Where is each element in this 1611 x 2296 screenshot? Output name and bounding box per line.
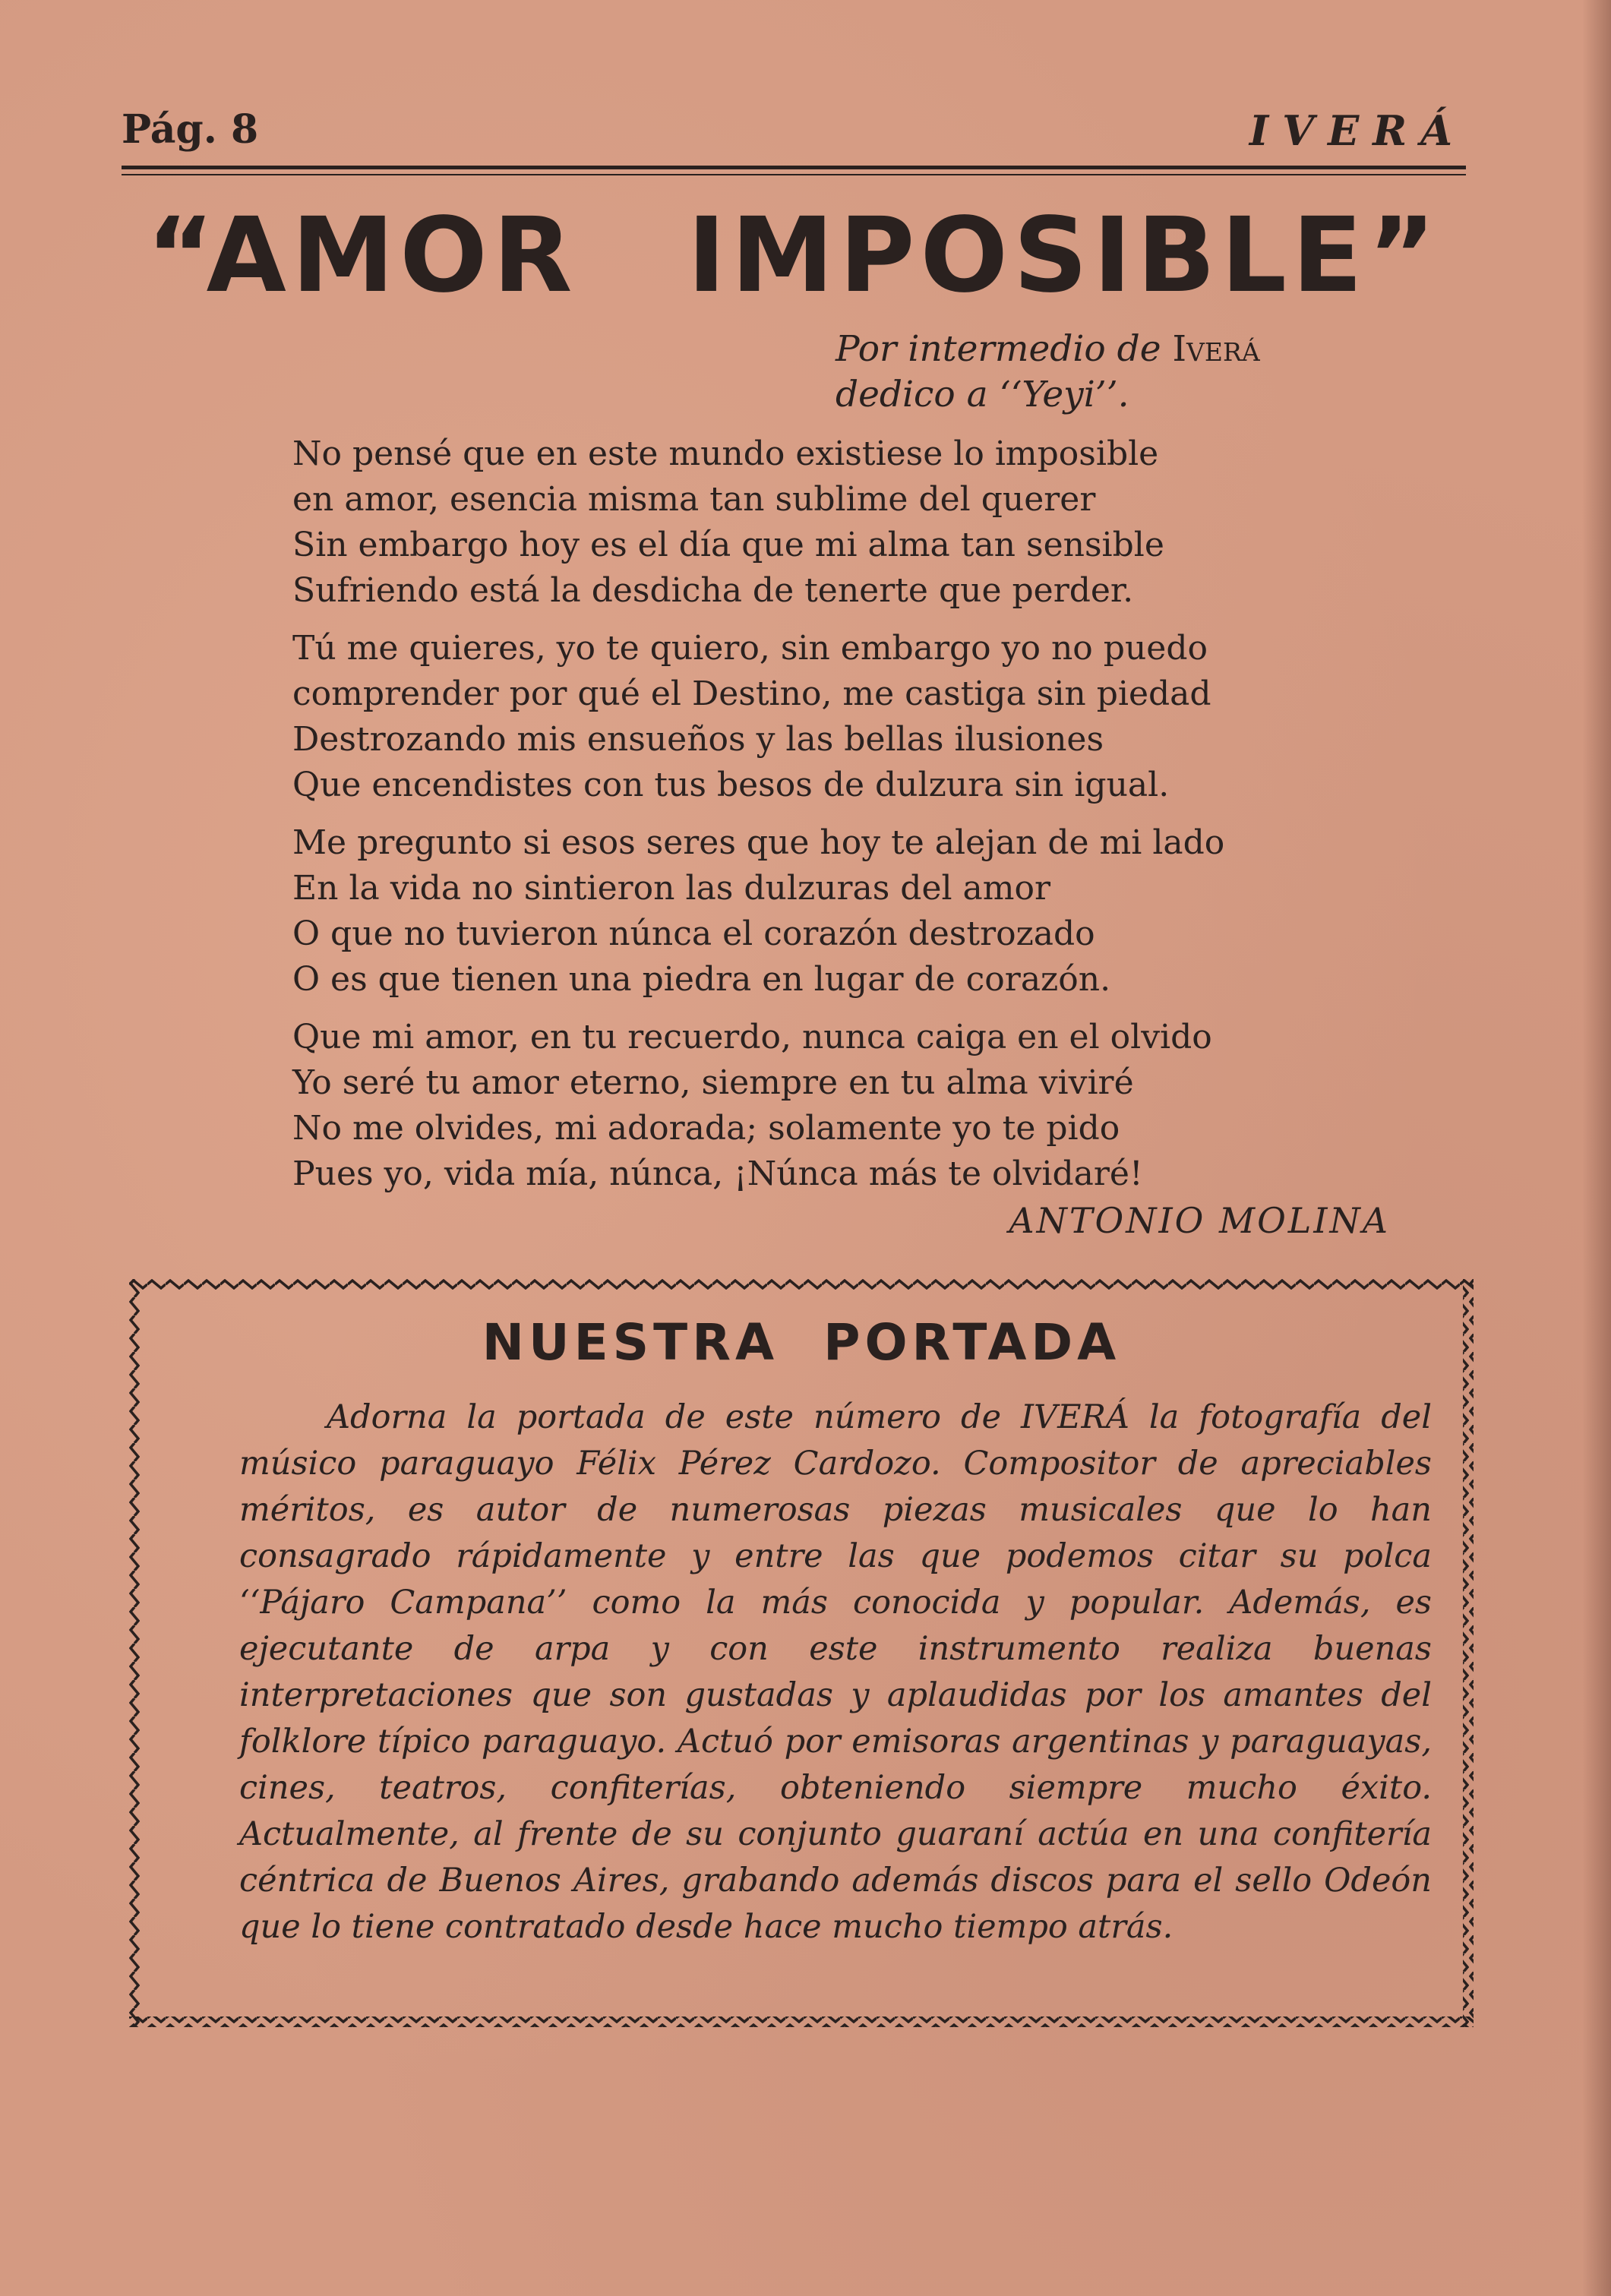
stanza [292, 626, 1356, 808]
poem-line: Sufriendo está la desdicha de tenerte que perder. [292, 571, 1134, 610]
page-header [122, 106, 1466, 159]
dedication-magazine: Iverá [1172, 328, 1260, 370]
poem-line: Que encendistes con tus besos de dulzura sin igual. [292, 766, 1170, 804]
poem-line: Tú me quieres, yo te quiero, sin embargo yo no puedo [292, 629, 1208, 668]
poem-line: Pues yo, vida mía, núnca, ¡Núnca más te olvidaré! [292, 1154, 1143, 1193]
header-rule-thin [122, 174, 1466, 175]
poem-line: No pensé que en este mundo existiese lo imposible [292, 434, 1159, 473]
page-spine-shadow [1582, 0, 1611, 2296]
portada-paragraph: Adorna la portada de este número de IVERÁ la fotografía del músico paraguayo Félix Pérez Cardozo. Compositor de apreciables méritos, es autor de numerosas piezas musicales que lo han consagrado rápidamente y entre las que podemos citar su polca ‘‘Pájaro Campana’’ como la más conocida y popular. Además, es ejecutante de arpa y con este instrumento realiza buenas interpretaciones que son gustadas y aplaudidas por los amantes del folklore típico paraguayo. Actuó por emisoras argentinas y paraguayas, cines, teatros, confiterías, obteniendo siempre mucho éxito. Actualmente, al frente de su conjunto guaraní actúa en una confitería céntrica de Buenos Aires, grabando además discos para el sello Odeón que lo tiene contratado desde hace mucho tiempo atrás. [239, 1398, 1432, 1946]
stanza [292, 431, 1356, 614]
poem-line: En la vida no sintieron las dulzuras del amor [292, 869, 1051, 908]
poem-line: Que mi amor, en tu recuerdo, nunca caiga en el olvido [292, 1018, 1212, 1056]
dedication-prefix: Por intermedio de [836, 328, 1173, 370]
poem-title: “AMOR IMPOSIBLE” [146, 196, 1442, 316]
magazine-name: IVERÁ [1249, 106, 1466, 155]
poem-line: Me pregunto si esos seres que hoy te alejan de mi lado [292, 823, 1225, 862]
poem-line: O que no tuvieron núnca el corazón destrozado [292, 914, 1095, 953]
poem-line: O es que tienen una piedra en lugar de corazón. [292, 960, 1111, 999]
poem-line: Destrozando mis ensueños y las bellas ilusiones [292, 720, 1104, 759]
page-number: Pág. 8 [122, 106, 259, 153]
stanza [292, 1015, 1356, 1197]
portada-box [129, 1279, 1474, 2027]
header-rule-thick [122, 166, 1466, 169]
poem-author: ANTONIO MOLINA [1009, 1200, 1390, 1241]
portada-heading: NUESTRA PORTADA [482, 1313, 1121, 1372]
poem-line: en amor, esencia misma tan sublime del querer [292, 480, 1096, 519]
dedication-line-2: dedico a ‘‘Yeyi’’. [836, 374, 1129, 415]
portada-text-block [239, 1394, 1432, 1950]
poem-line: Yo seré tu amor eterno, siempre en tu alma viviré [292, 1063, 1134, 1102]
poem-line: No me olvides, mi adorada; solamente yo te pido [292, 1109, 1120, 1148]
dedication-line-1 [836, 327, 1367, 372]
poem-line: comprender por qué el Destino, me castiga sin piedad [292, 674, 1211, 713]
dedication [836, 327, 1367, 418]
poem-line: Sin embargo hoy es el día que mi alma tan sensible [292, 526, 1164, 564]
stanza [292, 820, 1356, 1003]
poem [292, 431, 1356, 1209]
